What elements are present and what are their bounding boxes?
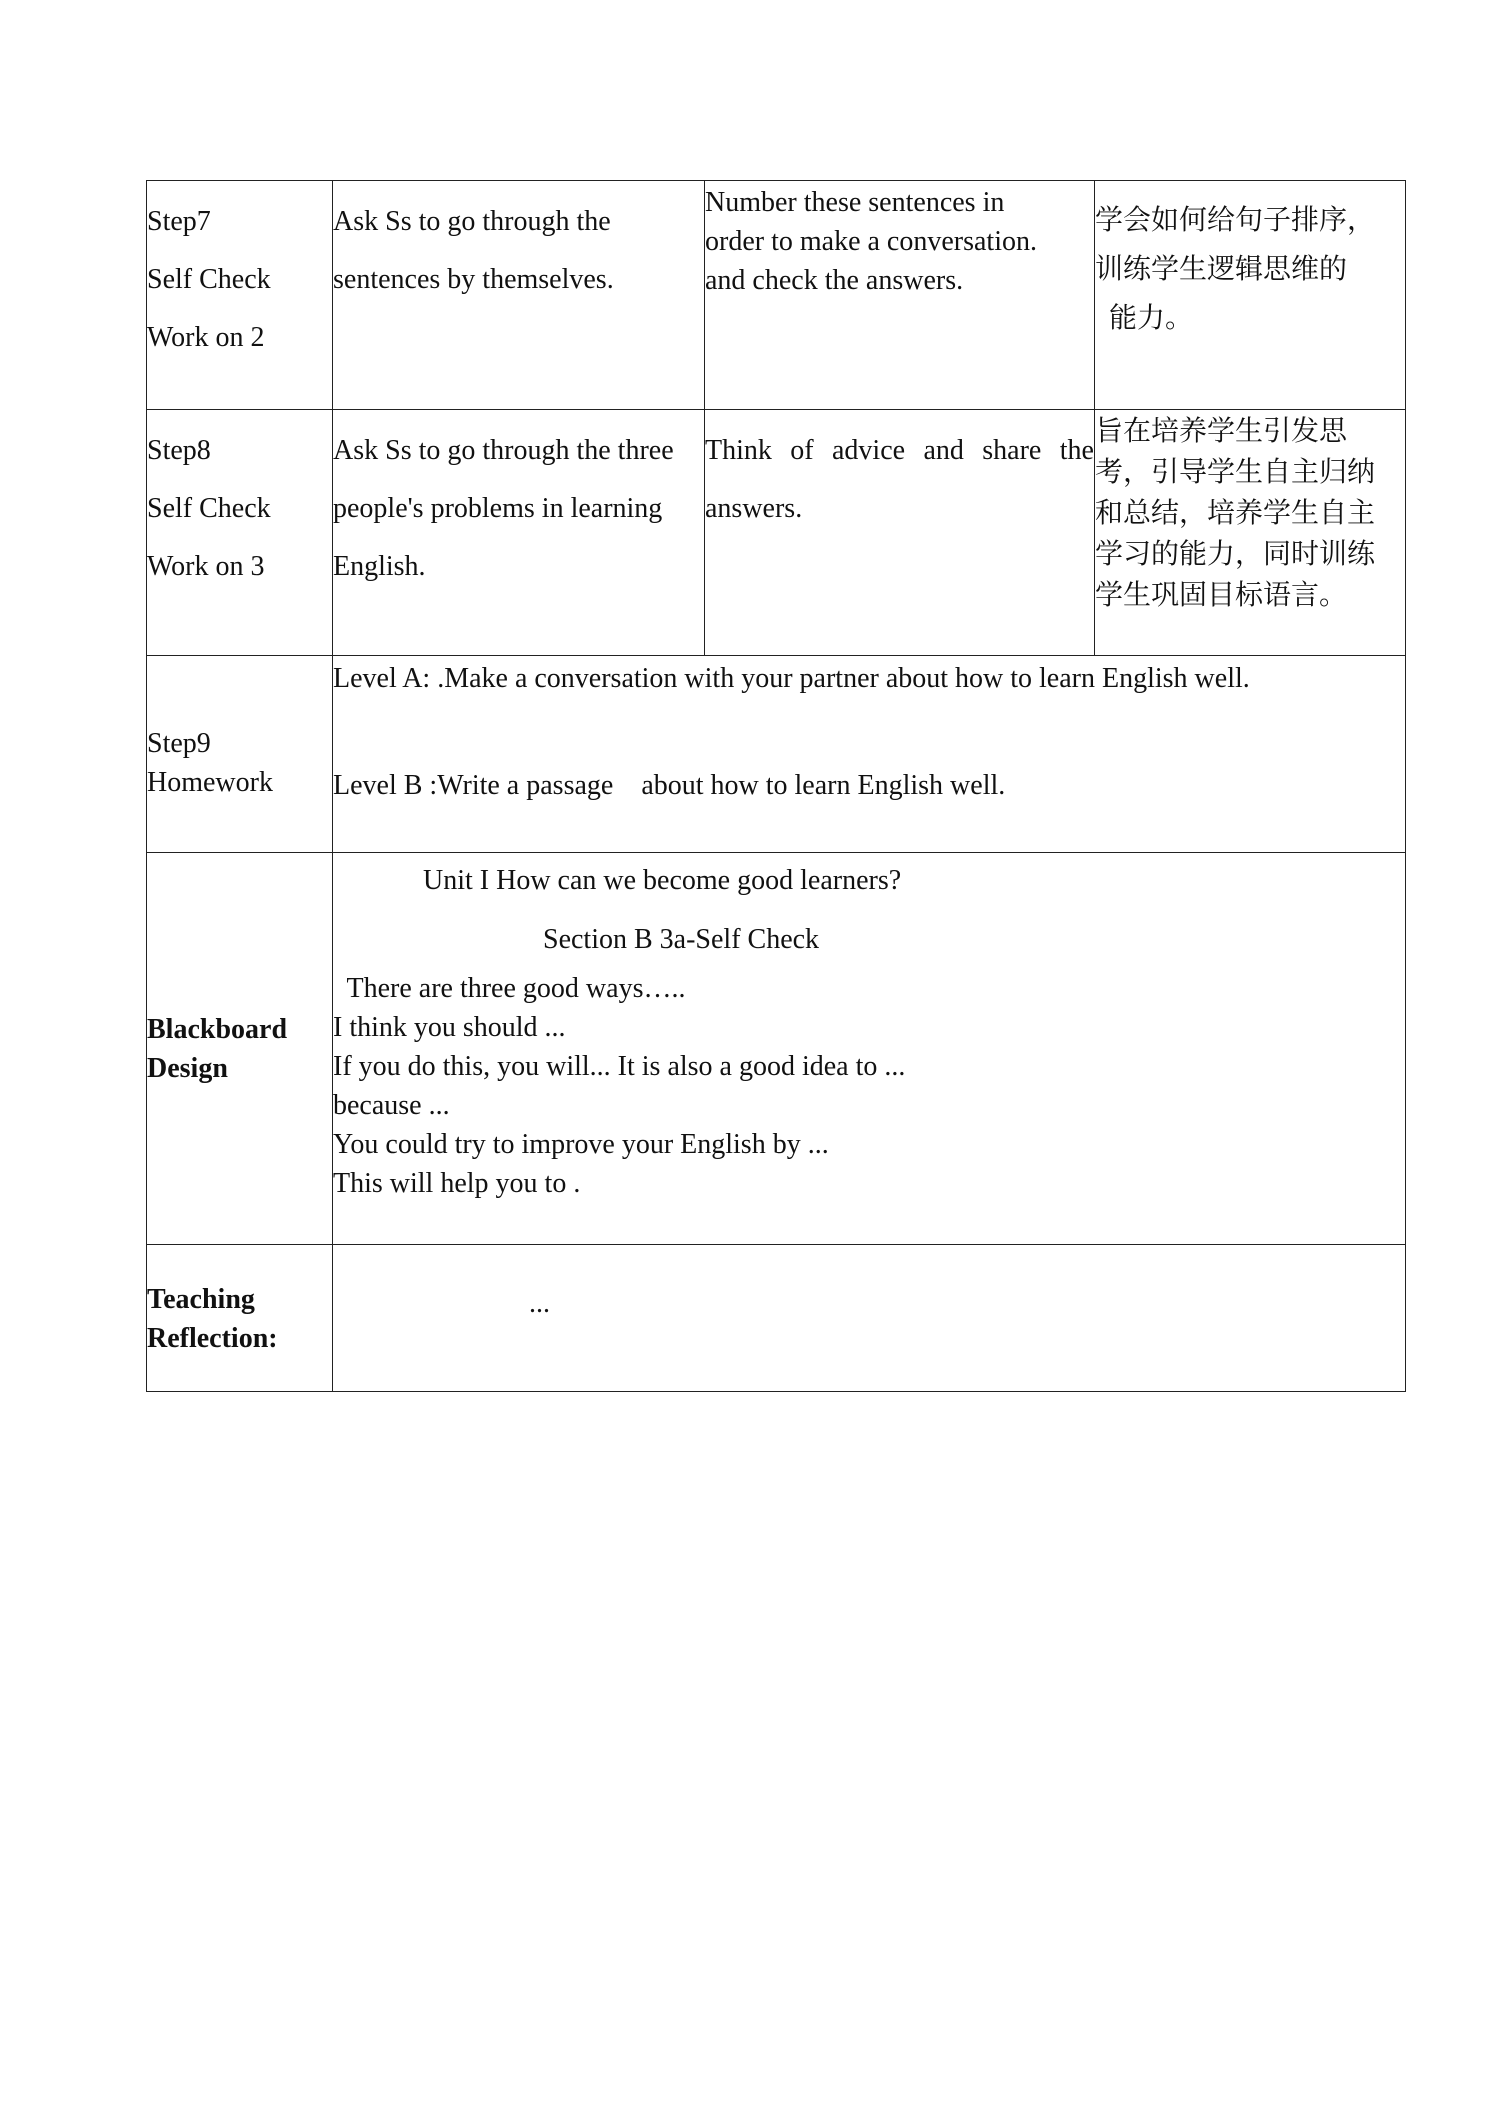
- step7-label-line: Work on 2: [147, 322, 265, 353]
- step9-content-cell: [333, 656, 1406, 853]
- blackboard-line: There are three good ways…..: [333, 973, 686, 1004]
- step8-label-line: Step8: [147, 435, 211, 466]
- step7-teacher-cell: [333, 181, 705, 410]
- lesson-plan-table: [146, 180, 1406, 1392]
- homework-level-b: Level B :Write a passage about how to learn English well.: [333, 770, 1006, 801]
- step7-purpose-cell: [1095, 181, 1406, 410]
- reflection-content: ...: [529, 1288, 550, 1319]
- step7-purpose-line: 能力。: [1109, 301, 1194, 334]
- step8-students-word: share: [982, 435, 1042, 466]
- reflection-content-cell: [333, 1245, 1406, 1392]
- blackboard-line: I think you should ...: [333, 1012, 566, 1043]
- step8-purpose-line: 和总结，培养学生自主: [1095, 496, 1376, 529]
- step7-students-line: order to make a conversation.: [705, 226, 1037, 257]
- step9-label-line: Homework: [147, 767, 273, 798]
- step7-label-cell: [147, 181, 333, 410]
- reflection-label-cell: [147, 1245, 333, 1392]
- step7-teacher-line: Ask Ss to go through the: [333, 206, 611, 237]
- reflection-label-line: Teaching: [147, 1284, 255, 1315]
- blackboard-line: You could try to improve your English by ...: [333, 1129, 829, 1160]
- blackboard-label-cell: [147, 853, 333, 1245]
- step8-teacher-line: English.: [333, 551, 426, 582]
- step8-students-word: of: [790, 435, 814, 466]
- step9-label-line: Step9: [147, 728, 211, 759]
- step8-students-word: advice: [832, 435, 906, 466]
- step8-purpose-line: 学习的能力，同时训练: [1095, 537, 1376, 570]
- step8-label-line: Self Check: [147, 493, 271, 524]
- blackboard-title: Unit I How can we become good learners?: [423, 865, 902, 896]
- step8-students-line: [705, 422, 1094, 480]
- step7-purpose-line: 训练学生逻辑思维的: [1095, 252, 1348, 285]
- table-row-step9: [147, 656, 1406, 853]
- step8-teacher-cell: [333, 410, 705, 656]
- step8-purpose-line: 考，引导学生自主归纳: [1095, 455, 1376, 488]
- step8-students-word: and: [923, 435, 964, 466]
- step8-students-cell: [705, 410, 1095, 656]
- step7-label-line: Step7: [147, 206, 211, 237]
- blackboard-line: because ...: [333, 1090, 450, 1121]
- blackboard-line: This will help you to .: [333, 1168, 581, 1199]
- homework-level-a: Level A: .Make a conversation with your partner about how to learn English well.: [333, 663, 1250, 694]
- step7-students-cell: [705, 181, 1095, 410]
- step9-label-wrap: [147, 656, 332, 852]
- step8-teacher-line: people's problems in learning: [333, 493, 663, 524]
- step9-content-wrap: [333, 656, 1405, 852]
- step8-students-word: Think: [705, 435, 772, 466]
- step9-label-cell: [147, 656, 333, 853]
- step8-purpose-cell: [1095, 410, 1406, 656]
- step8-purpose-line: 旨在培养学生引发思: [1095, 414, 1348, 447]
- table-row-step8: [147, 410, 1406, 656]
- step7-label-line: Self Check: [147, 264, 271, 295]
- reflection-label-line: Reflection:: [147, 1323, 278, 1354]
- step8-purpose-line: 学生巩固目标语言。: [1095, 578, 1348, 611]
- blackboard-content-wrap: [333, 853, 1405, 1244]
- table-row-step7: [147, 181, 1406, 410]
- table-row-blackboard: [147, 853, 1406, 1245]
- blackboard-label-line: Blackboard: [147, 1013, 288, 1045]
- blackboard-label-line: Design: [147, 1052, 228, 1084]
- blackboard-label-wrap: [147, 853, 332, 1244]
- blackboard-subtitle: Section B 3a-Self Check: [543, 924, 820, 955]
- step8-label-cell: [147, 410, 333, 656]
- step8-teacher-line: Ask Ss to go through the three: [333, 435, 674, 466]
- step7-purpose-line: 学会如何给句子排序，: [1095, 203, 1376, 236]
- blackboard-line: If you do this, you will... It is also a good idea to ...: [333, 1051, 906, 1082]
- step7-students-line: and check the answers.: [705, 265, 964, 296]
- blackboard-content-cell: [333, 853, 1406, 1245]
- step8-students-word: the: [1059, 435, 1094, 466]
- step7-students-line: Number these sentences in: [705, 187, 1005, 218]
- step8-label-line: Work on 3: [147, 551, 265, 582]
- step7-teacher-line: sentences by themselves.: [333, 264, 614, 295]
- table-row-reflection: [147, 1245, 1406, 1392]
- reflection-label-wrap: [147, 1245, 332, 1391]
- step8-students-line: answers.: [705, 493, 803, 524]
- reflection-content-wrap: [333, 1245, 1405, 1391]
